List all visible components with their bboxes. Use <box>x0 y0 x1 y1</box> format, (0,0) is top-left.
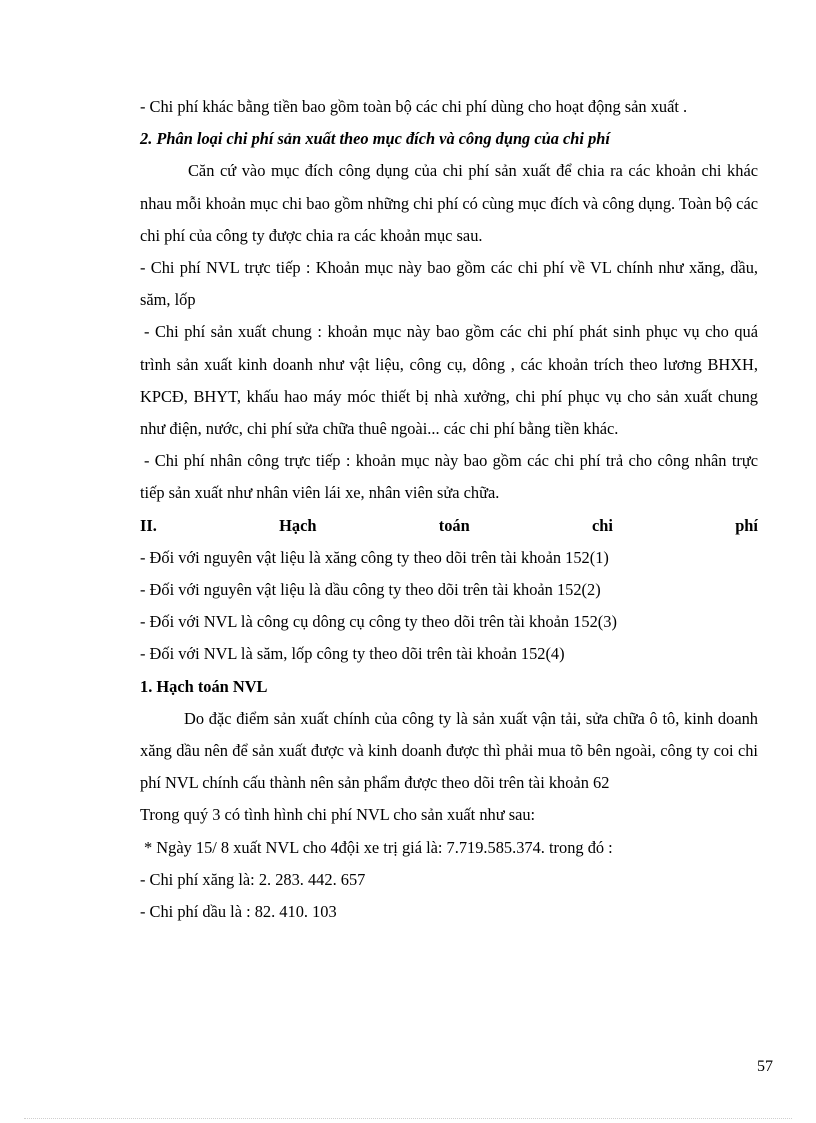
heading-cost-classification: 2. Phân loại chi phí sản xuất theo mục đích và công dụng của chi phí <box>140 129 610 149</box>
heading-material-accounting: 1. Hạch toán NVL <box>140 676 268 696</box>
list-item-tires: - Đối với NVL là săm, lốp công ty theo dõi trên tài khoản 152(4) <box>140 644 565 664</box>
heading-cost-accounting <box>140 510 758 542</box>
paragraph-issue-date: * Ngày 15/ 8 xuất NVL cho 4đội xe trị giá là: 7.719.585.374. trong đó : <box>144 837 613 857</box>
paragraph-oil-cost: - Chi phí dầu là : 82. 410. 103 <box>140 902 337 922</box>
paragraph-other-costs: - Chi phí khác bằng tiền bao gồm toàn bộ các chi phí dùng cho hoạt động sản xuất . <box>140 97 688 116</box>
paragraph-material-description: Do đặc điểm sản xuất chính của công ty là sản xuất vận tải, sửa chữa ô tô, kinh doanh xăng dầu nên để sản xuất được và kinh doanh được thì phải mua tõ bên ngoài, công ty coi chi phí NVL chính cấu thành nên sản phẩm được theo dõi trên tài khoản 62 <box>140 708 758 793</box>
paragraph-gasoline-cost: - Chi phí xăng là: 2. 283. 442. 657 <box>140 869 366 889</box>
list-item-oil: - Đối với nguyên vật liệu là dầu công ty theo dõi trên tài khoản 152(2) <box>140 580 601 600</box>
paragraph-general-production-cost: - Chi phí sản xuất chung : khoản mục này bao gồm các chi phí phát sinh phục vụ cho quá trình sản xuất kinh doanh như vật liệu, công cụ, dông , các khoản trích theo lương BHXH, KPCĐ, BHYT, khấu hao máy móc thiết bị nhà xưởng, chi phí phục vụ cho sản xuất chung như điện, nước, chi phí sửa chữa thuê ngoài... các chi phí bằng tiền khác. <box>140 322 758 439</box>
document-body <box>140 91 758 928</box>
list-item-tools: - Đối với NVL là công cụ dông cụ công ty theo dõi trên tài khoản 152(3) <box>140 612 617 632</box>
page-number: 57 <box>757 1058 773 1075</box>
paragraph-classification-basis: Căn cứ vào mục đích công dụng của chi phí sản xuất để chia ra các khoản chi khác nhau mỗi khoản mục chi bao gồm những chi phí có cùng mục đích và công dụng. Toàn bộ các chi phí của công ty được chia ra các khoản mục sau. <box>140 161 758 245</box>
heading-part: toán <box>438 515 470 535</box>
heading-part: chi <box>591 515 613 535</box>
heading-part: Hạch <box>279 515 317 535</box>
paragraph-direct-labor-cost: - Chi phí nhân công trực tiếp : khoản mục này bao gồm các chi phí trả cho công nhân trực tiếp sản xuất như nhân viên lái xe, nhân viên sửa chữa. <box>140 451 758 503</box>
page-divider <box>24 1118 792 1119</box>
heading-part: II. <box>140 515 157 535</box>
paragraph-quarter-intro: Trong quý 3 có tình hình chi phí NVL cho sản xuất như sau: <box>140 805 536 825</box>
paragraph-direct-material-cost: - Chi phí NVL trực tiếp : Khoản mục này bao gồm các chi phí về VL chính như xăng, dầu, săm, lốp <box>140 258 758 310</box>
heading-part: phí <box>735 515 758 535</box>
list-item-gasoline: - Đối với nguyên vật liệu là xăng công ty theo dõi trên tài khoản 152(1) <box>140 547 609 567</box>
